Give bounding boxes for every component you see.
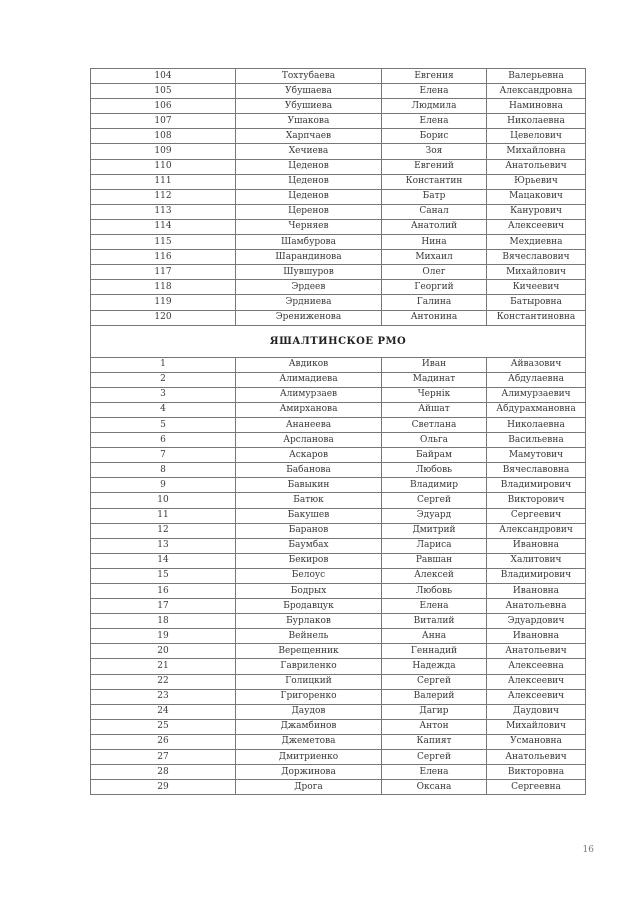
cell-patronymic: Викторовна (487, 765, 586, 780)
table-row (91, 250, 586, 265)
cell-patronymic: Николаевна (487, 417, 586, 432)
cell-patronymic: Сергеевна (487, 780, 586, 795)
cell-surname: Шарандинова (236, 250, 382, 265)
cell-name: Эдуард (382, 508, 487, 523)
cell-surname: Убушиева (236, 99, 382, 114)
cell-patronymic: Сергеевич (487, 508, 586, 523)
table-row (91, 159, 586, 174)
cell-name: Алексей (382, 568, 487, 583)
table-row (91, 448, 586, 463)
cell-patronymic: Абдурахмановна (487, 402, 586, 417)
cell-name: Нина (382, 235, 487, 250)
cell-num: 2 (91, 372, 236, 387)
cell-name: Айшат (382, 402, 487, 417)
cell-surname: Бакушев (236, 508, 382, 523)
cell-surname: Цеденов (236, 174, 382, 189)
table-row (91, 719, 586, 734)
cell-surname: Доржинова (236, 765, 382, 780)
cell-num: 5 (91, 417, 236, 432)
table-row (91, 704, 586, 719)
cell-name: Надежда (382, 659, 487, 674)
table-body-bottom (91, 357, 586, 795)
table-row (91, 463, 586, 478)
table-row (91, 235, 586, 250)
cell-num: 11 (91, 508, 236, 523)
cell-num: 13 (91, 538, 236, 553)
cell-name: Дмитрий (382, 523, 487, 538)
cell-name: Любовь (382, 584, 487, 599)
cell-patronymic: Михайловна (487, 144, 586, 159)
table-row (91, 372, 586, 387)
cell-num: 104 (91, 69, 236, 84)
cell-num: 29 (91, 780, 236, 795)
cell-name: Борис (382, 129, 487, 144)
cell-surname: Даудов (236, 704, 382, 719)
cell-num: 110 (91, 159, 236, 174)
cell-num: 4 (91, 402, 236, 417)
cell-patronymic: Ивановна (487, 538, 586, 553)
cell-surname: Бродавцук (236, 599, 382, 614)
cell-surname: Бабанова (236, 463, 382, 478)
cell-num: 114 (91, 219, 236, 234)
cell-surname: Гавриленко (236, 659, 382, 674)
table-body-top (91, 69, 586, 326)
cell-surname: Арсланова (236, 433, 382, 448)
table-row (91, 144, 586, 159)
table-row (91, 508, 586, 523)
cell-name: Виталий (382, 614, 487, 629)
cell-name: Елена (382, 114, 487, 129)
cell-surname: Вейнель (236, 629, 382, 644)
cell-name: Елена (382, 84, 487, 99)
page-number: 16 (582, 845, 594, 855)
cell-name: Чернік (382, 387, 487, 402)
cell-name: Любовь (382, 463, 487, 478)
cell-patronymic: Цевелович (487, 129, 586, 144)
cell-num: 23 (91, 689, 236, 704)
cell-name: Сергей (382, 493, 487, 508)
cell-num: 117 (91, 265, 236, 280)
table-row (91, 614, 586, 629)
table-row (91, 310, 586, 325)
table-row (91, 84, 586, 99)
cell-name: Галина (382, 295, 487, 310)
cell-patronymic: Канурович (487, 204, 586, 219)
cell-patronymic: Кичеевич (487, 280, 586, 295)
cell-name: Санал (382, 204, 487, 219)
cell-name: Елена (382, 765, 487, 780)
cell-surname: Аскаров (236, 448, 382, 463)
cell-name: Мадинат (382, 372, 487, 387)
cell-num: 20 (91, 644, 236, 659)
table-row (91, 174, 586, 189)
cell-patronymic: Ивановна (487, 584, 586, 599)
cell-name: Михаил (382, 250, 487, 265)
cell-num: 12 (91, 523, 236, 538)
table-row (91, 553, 586, 568)
table-row (91, 493, 586, 508)
cell-patronymic: Михайлович (487, 265, 586, 280)
table-row (91, 734, 586, 749)
cell-num: 7 (91, 448, 236, 463)
section-header-body (91, 325, 586, 357)
cell-surname: Убушаева (236, 84, 382, 99)
cell-surname: Черняев (236, 219, 382, 234)
cell-num: 17 (91, 599, 236, 614)
cell-patronymic: Николаевна (487, 114, 586, 129)
cell-surname: Цеденов (236, 189, 382, 204)
cell-num: 14 (91, 553, 236, 568)
cell-num: 3 (91, 387, 236, 402)
table-row (91, 295, 586, 310)
cell-patronymic: Мехдиевна (487, 235, 586, 250)
cell-patronymic: Эдуардович (487, 614, 586, 629)
cell-patronymic: Алексеевна (487, 659, 586, 674)
cell-patronymic: Владимирович (487, 568, 586, 583)
cell-num: 19 (91, 629, 236, 644)
cell-num: 16 (91, 584, 236, 599)
cell-num: 22 (91, 674, 236, 689)
cell-patronymic: Валерьевна (487, 69, 586, 84)
table-row (91, 538, 586, 553)
table-row (91, 523, 586, 538)
table-row (91, 189, 586, 204)
cell-num: 26 (91, 734, 236, 749)
cell-num: 107 (91, 114, 236, 129)
cell-surname: Верещенник (236, 644, 382, 659)
cell-num: 119 (91, 295, 236, 310)
table-row (91, 129, 586, 144)
table-row (91, 780, 586, 795)
table-row (91, 689, 586, 704)
cell-name: Владимир (382, 478, 487, 493)
cell-num: 108 (91, 129, 236, 144)
table-row (91, 357, 586, 372)
cell-surname: Дмитриенко (236, 750, 382, 765)
cell-surname: Амирханова (236, 402, 382, 417)
cell-num: 105 (91, 84, 236, 99)
cell-patronymic: Анатольевич (487, 159, 586, 174)
cell-patronymic: Алимурзаевич (487, 387, 586, 402)
table-row (91, 584, 586, 599)
cell-num: 25 (91, 719, 236, 734)
cell-name: Анатолий (382, 219, 487, 234)
cell-name: Байрам (382, 448, 487, 463)
section-header-row (91, 325, 586, 357)
cell-num: 118 (91, 280, 236, 295)
table-row (91, 69, 586, 84)
cell-surname: Белоус (236, 568, 382, 583)
cell-name: Лариса (382, 538, 487, 553)
cell-num: 120 (91, 310, 236, 325)
cell-num: 21 (91, 659, 236, 674)
cell-patronymic: Анатольевна (487, 599, 586, 614)
cell-name: Геннадий (382, 644, 487, 659)
cell-patronymic: Наминовна (487, 99, 586, 114)
cell-name: Валерий (382, 689, 487, 704)
cell-surname: Алимадиева (236, 372, 382, 387)
cell-surname: Авдиков (236, 357, 382, 372)
cell-patronymic: Алексеевич (487, 689, 586, 704)
table-row (91, 750, 586, 765)
cell-patronymic: Юрьевич (487, 174, 586, 189)
cell-num: 10 (91, 493, 236, 508)
table-row (91, 114, 586, 129)
cell-name: Капият (382, 734, 487, 749)
table-row (91, 433, 586, 448)
cell-patronymic: Алексеевич (487, 674, 586, 689)
cell-name: Антонина (382, 310, 487, 325)
cell-name: Ольга (382, 433, 487, 448)
table-row (91, 387, 586, 402)
cell-patronymic: Алексеевич (487, 219, 586, 234)
cell-surname: Ананеева (236, 417, 382, 432)
cell-name: Сергей (382, 674, 487, 689)
persons-table (90, 68, 586, 795)
cell-patronymic: Ивановна (487, 629, 586, 644)
table-row (91, 219, 586, 234)
cell-num: 106 (91, 99, 236, 114)
cell-patronymic: Батыровна (487, 295, 586, 310)
table-row (91, 568, 586, 583)
cell-surname: Бавыкин (236, 478, 382, 493)
cell-surname: Голицкий (236, 674, 382, 689)
cell-num: 115 (91, 235, 236, 250)
cell-patronymic: Михайлович (487, 719, 586, 734)
cell-num: 116 (91, 250, 236, 265)
cell-surname: Ушакова (236, 114, 382, 129)
cell-name: Евгений (382, 159, 487, 174)
table-row (91, 629, 586, 644)
cell-patronymic: Айвазович (487, 357, 586, 372)
cell-patronymic: Викторович (487, 493, 586, 508)
cell-patronymic: Васильевна (487, 433, 586, 448)
table-row (91, 204, 586, 219)
cell-name: Людмила (382, 99, 487, 114)
cell-surname: Эрдеев (236, 280, 382, 295)
cell-name: Зоя (382, 144, 487, 159)
table-row (91, 417, 586, 432)
cell-surname: Джеметова (236, 734, 382, 749)
cell-surname: Церенов (236, 204, 382, 219)
table-row (91, 265, 586, 280)
cell-surname: Хечиева (236, 144, 382, 159)
table-row (91, 402, 586, 417)
cell-num: 6 (91, 433, 236, 448)
cell-name: Сергей (382, 750, 487, 765)
cell-patronymic: Анатольевич (487, 750, 586, 765)
cell-patronymic: Мамутович (487, 448, 586, 463)
cell-name: Олег (382, 265, 487, 280)
cell-num: 27 (91, 750, 236, 765)
cell-patronymic: Александрович (487, 523, 586, 538)
cell-num: 18 (91, 614, 236, 629)
cell-patronymic: Владимирович (487, 478, 586, 493)
cell-name: Георгий (382, 280, 487, 295)
table-row (91, 599, 586, 614)
cell-surname: Шамбурова (236, 235, 382, 250)
table-row (91, 280, 586, 295)
cell-num: 112 (91, 189, 236, 204)
table-row (91, 765, 586, 780)
cell-num: 109 (91, 144, 236, 159)
cell-name: Евгения (382, 69, 487, 84)
cell-name: Иван (382, 357, 487, 372)
cell-name: Равшан (382, 553, 487, 568)
table-row (91, 478, 586, 493)
cell-patronymic: Вячеславовна (487, 463, 586, 478)
cell-num: 111 (91, 174, 236, 189)
cell-surname: Батюк (236, 493, 382, 508)
cell-surname: Григоренко (236, 689, 382, 704)
cell-patronymic: Вячеславович (487, 250, 586, 265)
table-row (91, 99, 586, 114)
cell-surname: Дрога (236, 780, 382, 795)
cell-patronymic: Анатольевич (487, 644, 586, 659)
cell-patronymic: Даудович (487, 704, 586, 719)
document-sheet (90, 68, 585, 795)
cell-surname: Джамбинов (236, 719, 382, 734)
cell-name: Оксана (382, 780, 487, 795)
cell-num: 9 (91, 478, 236, 493)
cell-surname: Эрдниева (236, 295, 382, 310)
cell-name: Антон (382, 719, 487, 734)
cell-num: 113 (91, 204, 236, 219)
cell-surname: Бодрых (236, 584, 382, 599)
cell-surname: Алимурзаев (236, 387, 382, 402)
cell-num: 28 (91, 765, 236, 780)
section-title: ЯШАЛТИНСКОЕ РМО (91, 325, 586, 357)
cell-name: Елена (382, 599, 487, 614)
cell-num: 15 (91, 568, 236, 583)
cell-num: 1 (91, 357, 236, 372)
cell-patronymic: Константиновна (487, 310, 586, 325)
cell-name: Дагир (382, 704, 487, 719)
cell-num: 24 (91, 704, 236, 719)
cell-surname: Баранов (236, 523, 382, 538)
cell-patronymic: Александровна (487, 84, 586, 99)
cell-surname: Цеденов (236, 159, 382, 174)
cell-patronymic: Халитович (487, 553, 586, 568)
cell-name: Светлана (382, 417, 487, 432)
cell-surname: Эрениженова (236, 310, 382, 325)
cell-name: Батр (382, 189, 487, 204)
table-row (91, 674, 586, 689)
cell-patronymic: Абдулаевна (487, 372, 586, 387)
cell-surname: Тохтубаева (236, 69, 382, 84)
cell-patronymic: Усмановна (487, 734, 586, 749)
cell-patronymic: Мацакович (487, 189, 586, 204)
cell-name: Константин (382, 174, 487, 189)
cell-surname: Бурлаков (236, 614, 382, 629)
cell-surname: Баумбах (236, 538, 382, 553)
cell-name: Анна (382, 629, 487, 644)
cell-surname: Харпчаев (236, 129, 382, 144)
cell-surname: Шувшуров (236, 265, 382, 280)
cell-surname: Бекиров (236, 553, 382, 568)
table-row (91, 644, 586, 659)
table-row (91, 659, 586, 674)
cell-num: 8 (91, 463, 236, 478)
